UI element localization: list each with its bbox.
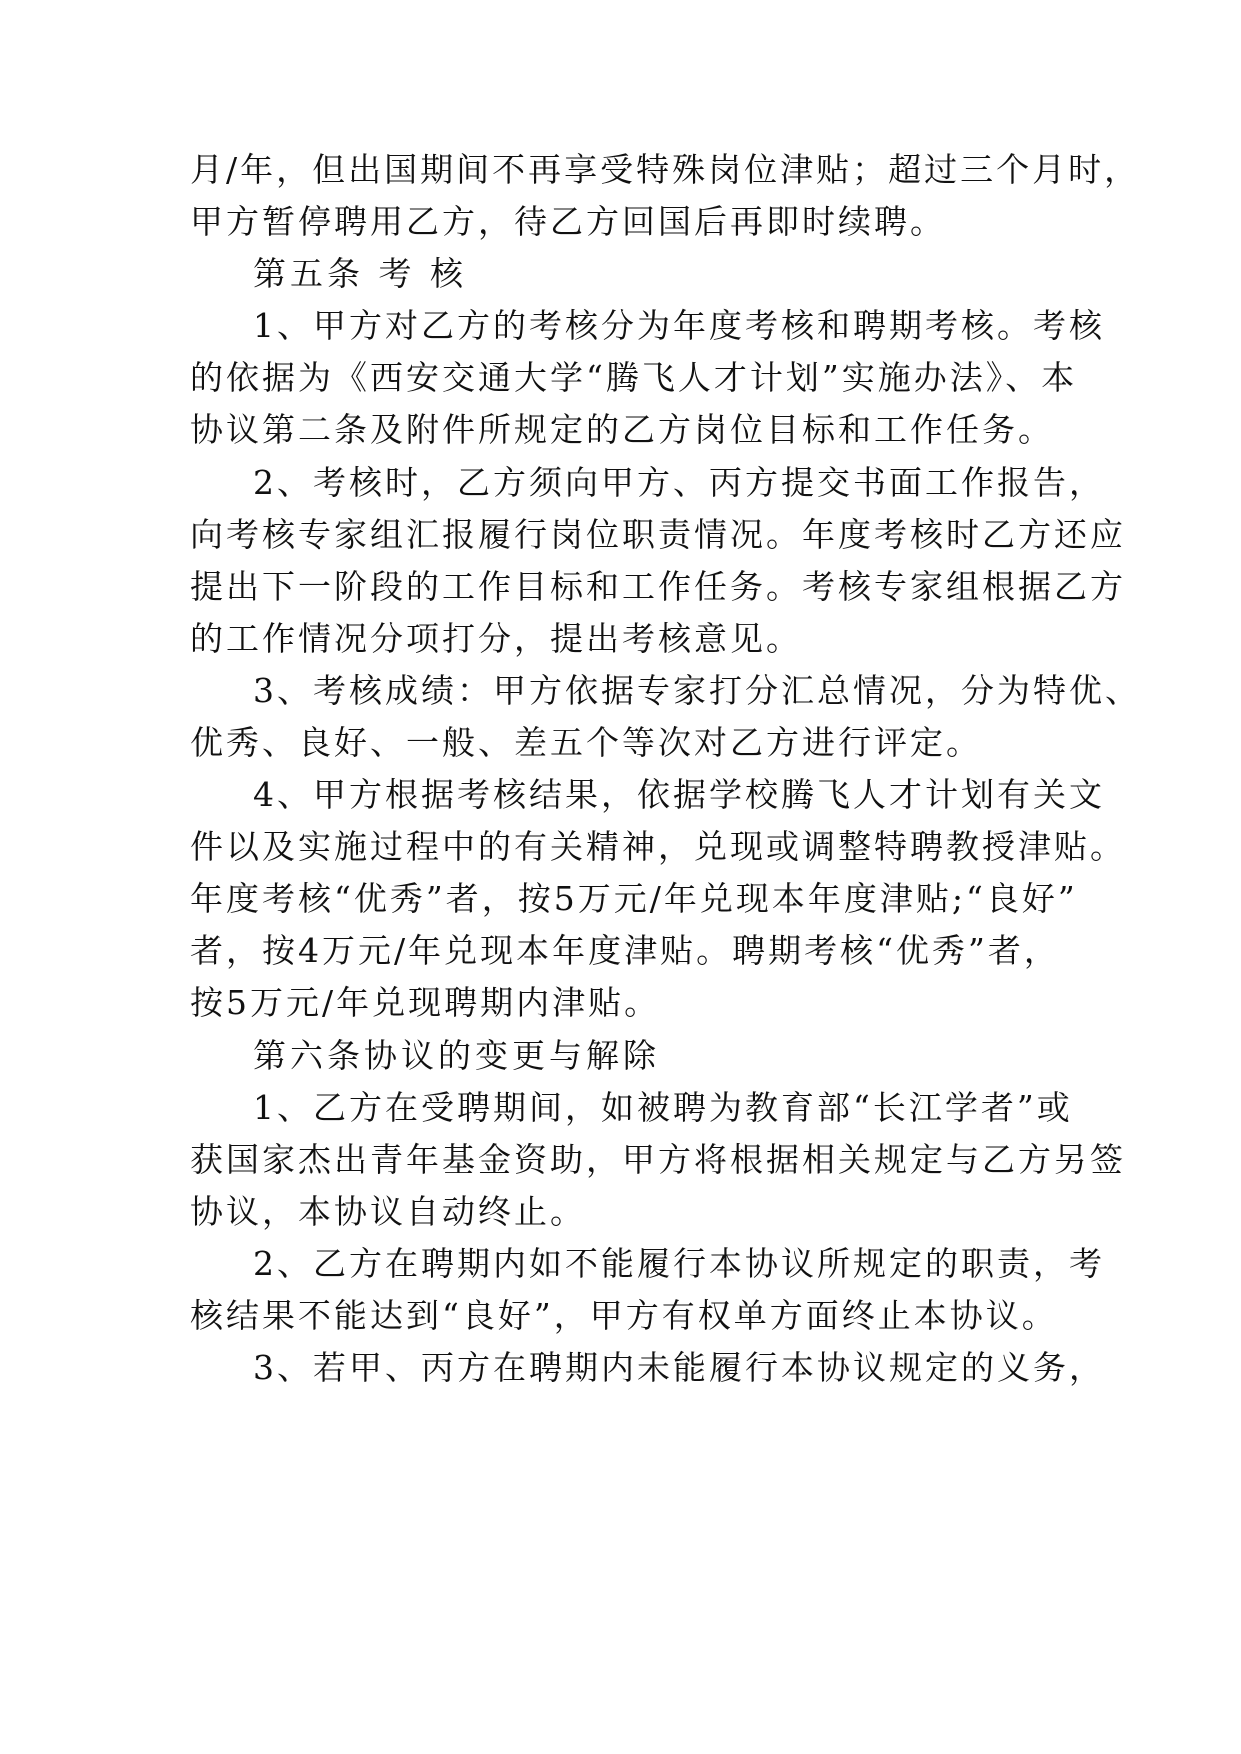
text-line: 3、考核成绩：甲方依据专家打分汇总情况，分为特优、	[253, 671, 1141, 710]
text-line: 向考核专家组汇报履行岗位职责情况。年度考核时乙方还应	[190, 515, 1126, 554]
text-line: 提出下一阶段的工作目标和工作任务。考核专家组根据乙方	[190, 567, 1126, 606]
text-line: 件以及实施过程中的有关精神，兑现或调整特聘教授津贴。	[190, 827, 1126, 866]
text-line: 者，按4万元/年兑现本年度津贴。聘期考核“优秀”者，	[190, 931, 1060, 970]
section-heading: 第五条 考 核	[253, 254, 467, 293]
text-line: 月/年，但出国期间不再享受特殊岗位津贴；超过三个月时，	[190, 150, 1141, 189]
text-line: 核结果不能达到“良好”，甲方有权单方面终止本协议。	[190, 1296, 1058, 1335]
text-line: 的依据为《西安交通大学“腾飞人才计划”实施办法》、本	[190, 358, 1078, 397]
text-line: 优秀、良好、一般、差五个等次对乙方进行评定。	[190, 723, 982, 762]
text-line: 的工作情况分项打分，提出考核意见。	[190, 619, 802, 658]
text-line: 协议，本协议自动终止。	[190, 1192, 586, 1231]
text-line: 甲方暂停聘用乙方，待乙方回国后再即时续聘。	[190, 202, 946, 241]
text-line: 年度考核“优秀”者，按5万元/年兑现本年度津贴;“良好”	[190, 879, 1078, 918]
section-heading: 第六条协议的变更与解除	[253, 1036, 660, 1075]
text-line: 2、考核时，乙方须向甲方、丙方提交书面工作报告，	[253, 463, 1105, 502]
text-line: 4、甲方根据考核结果，依据学校腾飞人才计划有关文	[253, 775, 1105, 814]
text-line: 按5万元/年兑现聘期内津贴。	[190, 983, 661, 1022]
text-line: 3、若甲、丙方在聘期内未能履行本协议规定的义务，	[253, 1348, 1105, 1387]
text-line: 获国家杰出青年基金资助，甲方将根据相关规定与乙方另签	[190, 1140, 1126, 1179]
text-line: 协议第二条及附件所规定的乙方岗位目标和工作任务。	[190, 410, 1054, 449]
text-line: 2、乙方在聘期内如不能履行本协议所规定的职责，考	[253, 1244, 1105, 1283]
text-line: 1、乙方在受聘期间，如被聘为教育部“长江学者”或	[253, 1088, 1073, 1127]
text-line: 1、甲方对乙方的考核分为年度考核和聘期考核。考核	[253, 306, 1105, 345]
